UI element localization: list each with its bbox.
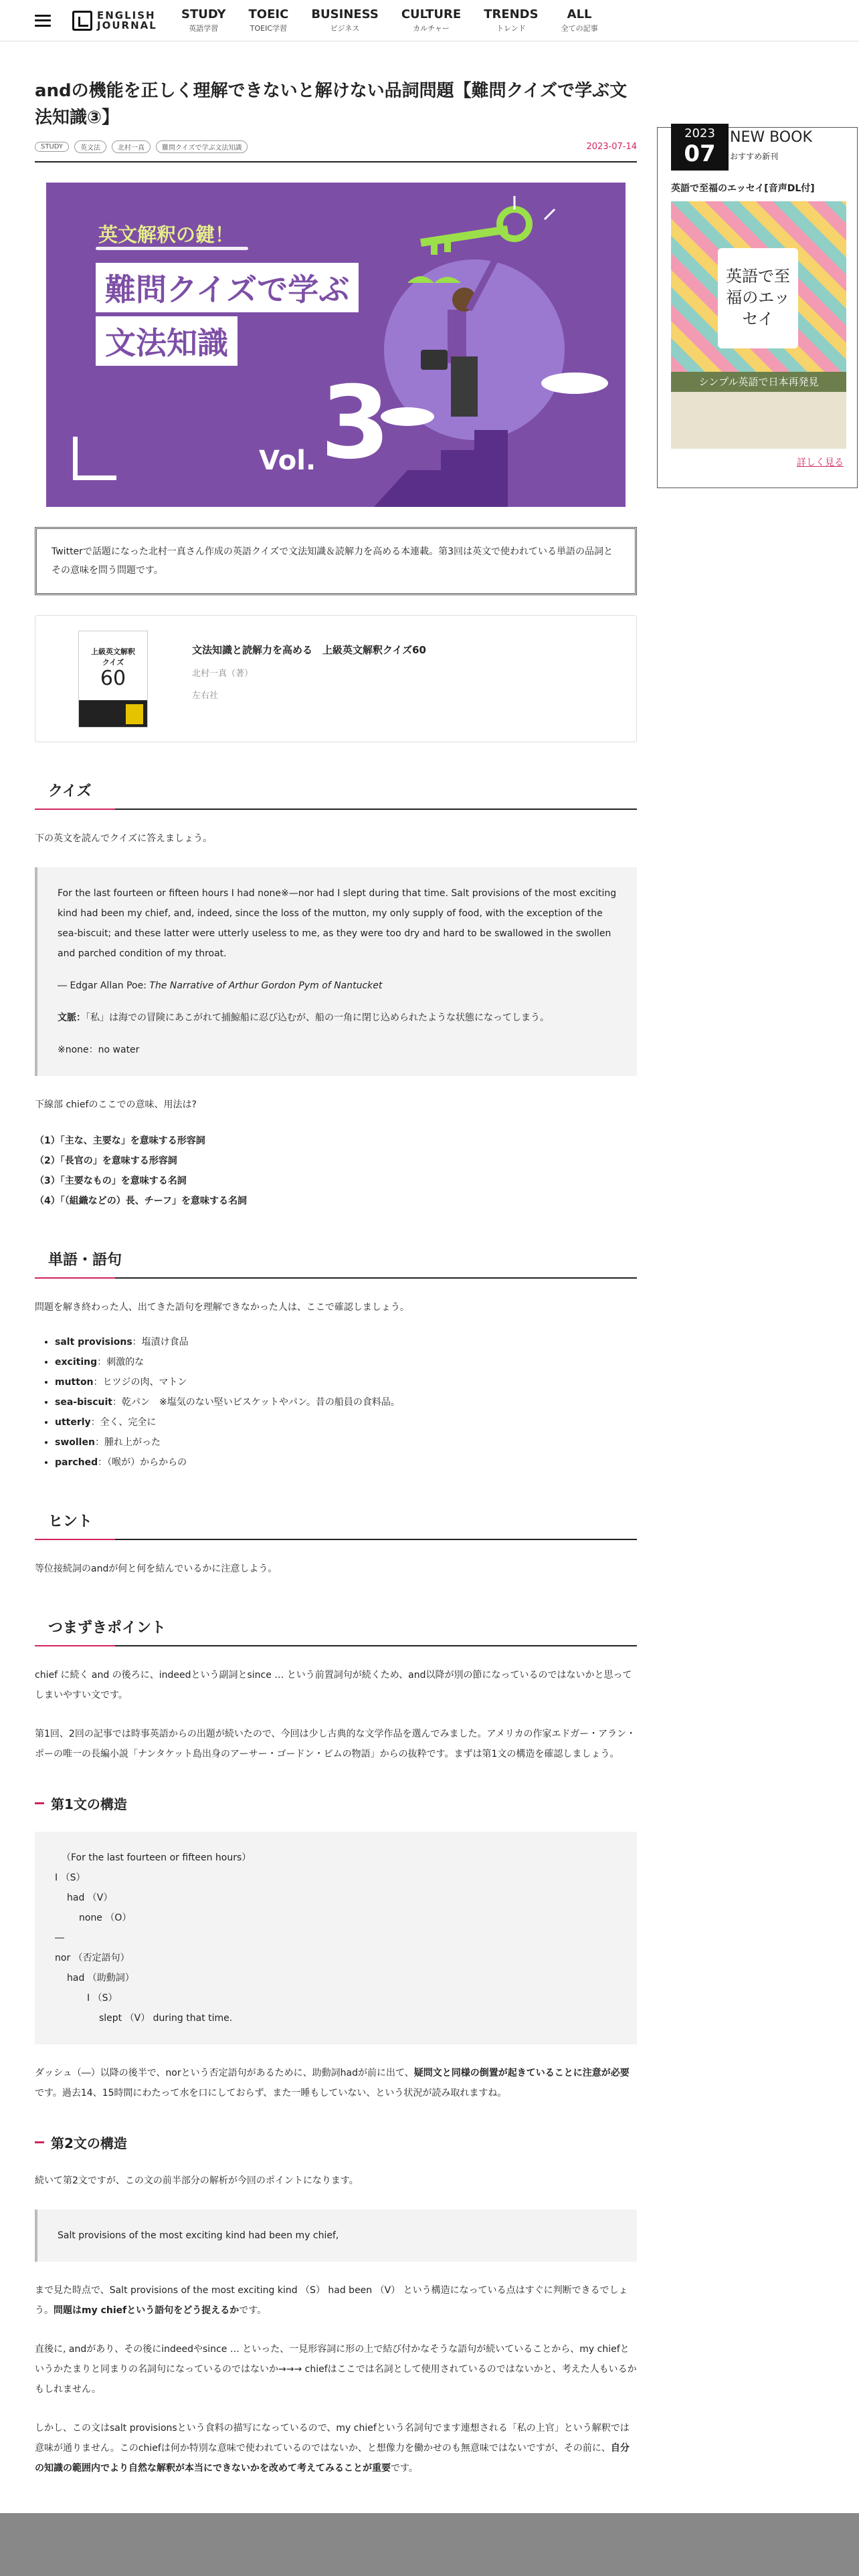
- book-author: 北村一真（著）: [192, 669, 254, 679]
- source-prefix: ― Edgar Allan Poe:: [58, 980, 150, 991]
- sidebar-label: NEW BOOK: [730, 129, 812, 146]
- vocab-item: [55, 1432, 637, 1453]
- book-card[interactable]: [35, 615, 637, 742]
- sidebar-book-cover[interactable]: [671, 201, 846, 449]
- vocab-list: [35, 1332, 637, 1473]
- nav-business[interactable]: [311, 8, 378, 33]
- book-cover-number: 60: [100, 667, 126, 690]
- passage-source: [58, 976, 617, 996]
- structure-box-1: [35, 1832, 637, 2044]
- structure-line: slept （V） during that time.: [99, 2013, 233, 2024]
- vocab-meaning: ：刺激的な: [97, 1357, 145, 1368]
- section-vocab-heading: 単語・語句: [35, 1249, 637, 1279]
- tag-study[interactable]: STUDY: [35, 142, 69, 152]
- sidebar-new-book: [657, 127, 858, 488]
- vocab-item: [55, 1372, 637, 1392]
- hero-kicker: 英文解釈の鍵！: [98, 223, 235, 246]
- quiz-intro: 下の英文を読んでクイズに答えましょう。: [35, 833, 213, 844]
- s2-p3-a: しかし、この文はsalt provisionsという食料の描写になっているので、my chiefという名詞句でます連想される「私の上官」という解釈では意味が通りません。このchiefは何か特別な意味で使われているのではないか、と想像力を働かせのも無意味ではないですが、その前に、: [35, 2423, 630, 2454]
- sidebar-date-badge: [671, 124, 729, 171]
- vocab-word: sea-biscuit: [55, 1397, 112, 1408]
- nav-label: STUDY: [181, 7, 226, 21]
- book-cover-image: [78, 631, 148, 728]
- site-logo[interactable]: [72, 11, 164, 31]
- subsection-s1-heading: 第1文の構造: [35, 1794, 637, 1813]
- quiz-option-4: （4）「（組織などの）長、チーフ」を意味する名詞: [35, 1196, 248, 1206]
- structure-line: ―: [55, 1933, 64, 1943]
- s2-intro: 続いて第2文ですが、この文の前半部分の解析が今回のポイントになります。: [35, 2175, 359, 2186]
- vocab-word: swollen: [55, 1437, 95, 1448]
- bottom-overlay-bar: [0, 2513, 859, 2576]
- passage-box: [35, 867, 637, 1076]
- article-meta: [35, 140, 637, 163]
- context-label: 文脈：: [58, 1012, 86, 1023]
- nav-sublabel: 英語学習: [189, 23, 219, 33]
- s2-paragraph-1: [35, 2280, 637, 2321]
- nav-label: CULTURE: [401, 7, 462, 21]
- article-title: andの機能を正しく理解できないと解けない品詞問題【難問クイズで学ぶ文法知識③】: [35, 81, 628, 128]
- sidebar-cover-title: 英語で至福のエッセイ: [726, 267, 790, 328]
- hero-line1: 難問クイズで学ぶ: [96, 263, 359, 312]
- vocab-meaning: ：（喉が）からからの: [98, 1457, 187, 1468]
- s2-paragraph-2: 直後に, andがあり、その後にindeedやsince … といった、一見形容詞に形の上で結び付かなそうな語句が続いていることから、my chiefというかたまりと同まりの名詞句になっているのではないか→→→ chiefはここでは名詞として使用されているのではないかと、考えた人もいるかもしれません。: [35, 2344, 637, 2395]
- book-title[interactable]: 文法知識と読解力を高める 上級英文解釈クイズ60: [192, 644, 426, 656]
- quiz-option-1: （1）「主な、主要な」を意味する形容詞: [35, 1136, 205, 1146]
- s2-p1-b: 問題はmy chiefという語句をどう捉えるか: [54, 2305, 240, 2316]
- nav-culture[interactable]: [401, 8, 461, 33]
- lead-box: Twitterで話題になった北村一真さん作成の英語クイズで文法知識＆読解力を高める本連載。第3回は英文で使われている単語の品詞とその意味を問う問題です。: [35, 527, 637, 595]
- book-publisher: 左右社: [192, 691, 219, 701]
- hint-text: 等位接続詞のandが何と何を結んでいるかに注意しよう。: [35, 1564, 278, 1574]
- book-info: [192, 643, 426, 742]
- menu-icon[interactable]: [35, 15, 51, 27]
- vocab-intro: 問題を解き終わった人、出てきた語句を理解できなかった人は、ここで確認しましょう。: [35, 1302, 409, 1313]
- nav-sublabel: ビジネス: [330, 23, 360, 33]
- hero-number: 3: [320, 365, 391, 481]
- tag-author[interactable]: 北村一真: [112, 140, 151, 153]
- vocab-item: [55, 1412, 637, 1432]
- vocab-item: [55, 1392, 637, 1412]
- s2-p3-b: 自分の知識の範囲内でより自然な解釈が本当にできないかを改めて考えてみることが重要: [35, 2443, 630, 2474]
- vocab-word: salt provisions: [55, 1337, 132, 1348]
- nav-label: TOEIC: [248, 7, 289, 21]
- book-cover-title: 上級英文解釈: [91, 647, 135, 656]
- site-header: [0, 0, 859, 41]
- vocab-word: mutton: [55, 1377, 94, 1388]
- article-date: 2023-07-14: [586, 142, 637, 152]
- vocab-meaning: ：全く、完全に: [90, 1417, 157, 1428]
- sidebar-book-title[interactable]: 英語で至福のエッセイ[音声DL付]: [671, 183, 815, 194]
- structure-line: none （O）: [79, 1913, 132, 1923]
- context-body: 「私」は海での冒険にあこがれて捕鯨船に忍び込むが、船の一角に閉じ込められたような状態になってしまう。: [86, 1012, 549, 1023]
- vocab-word: parched: [55, 1457, 98, 1468]
- s2-quote-box: Salt provisions of the most exciting kind had been my chief,: [35, 2210, 637, 2262]
- section-hint-heading: ヒント: [35, 1510, 637, 1540]
- nav-trends[interactable]: [484, 8, 538, 33]
- vocab-word: exciting: [55, 1357, 98, 1368]
- tag-series[interactable]: 難問クイズで学ぶ文法知識: [156, 140, 248, 153]
- nav-label: ALL: [567, 7, 592, 21]
- hero-image: [46, 183, 626, 507]
- vocab-item: [55, 1332, 637, 1352]
- nav-all[interactable]: [561, 8, 598, 33]
- quiz-option-3: （3）「主要なもの」を意味する名詞: [35, 1176, 187, 1186]
- passage-note: ※none：no water: [58, 1045, 140, 1055]
- sidebar-more-link[interactable]: 詳しく見る: [797, 457, 844, 468]
- hero-corner-mark: [73, 437, 116, 480]
- vocab-item: [55, 1352, 637, 1372]
- s2-p1-a: まで見た時点で、Salt provisions of the most exciting kind （S） had been （V） という構造になっている点はすぐに判断できるでしょう。: [35, 2285, 628, 2316]
- vocab-meaning: ：塩漬け食品: [132, 1337, 189, 1348]
- logo-text: ENGLISH JOURNAL: [97, 9, 157, 31]
- s1-explanation-c: です。過去14、15時間にわたって水を口にしておらず、また一睡もしていない、という状況が読み取れますね。: [35, 2088, 507, 2099]
- nav-sublabel: 全ての記事: [561, 23, 598, 33]
- vocab-item: [55, 1453, 637, 1473]
- hero-kicker-underline: [96, 247, 248, 250]
- nav-toeic[interactable]: [249, 8, 289, 33]
- vocab-meaning: ：腫れ上がった: [94, 1437, 161, 1448]
- quiz-question: 下線部 chiefのここでの意味、用法は?: [35, 1099, 197, 1110]
- nav-sublabel: TOEIC学習: [250, 23, 288, 33]
- point-paragraph-2: 第1回、2回の記事では時事英語からの出題が続いたので、今回は少し古典的な文学作品を選んでみました。アメリカの作家エドガー・アラン・ポーの唯一の長編小説「ナンタケット島出身のアーサー・ゴードン・ピムの物語」からの抜粋です。まずは第1文の構造を確認しましょう。: [35, 1729, 636, 1759]
- s1-explanation: [35, 2063, 637, 2103]
- structure-line: nor （否定語句）: [55, 1953, 130, 1963]
- logo-mark-icon: [72, 11, 92, 31]
- nav-label: BUSINESS: [311, 7, 379, 21]
- vocab-meaning: ：乾パン ※塩気のない堅いビスケットやパン。昔の船員の食料品。: [112, 1397, 400, 1408]
- nav-sublabel: カルチャー: [413, 23, 450, 33]
- structure-line: （For the last fourteen or fifteen hours）: [62, 1852, 252, 1863]
- book-cover-subtitle: クイズ: [102, 658, 124, 667]
- sidebar-day: 07: [684, 140, 716, 167]
- context-text: [58, 1008, 617, 1028]
- vocab-meaning: ：ヒツジの肉、マトン: [93, 1377, 187, 1388]
- structure-line: I （S）: [55, 1872, 86, 1883]
- section-quiz-heading: クイズ: [35, 780, 637, 810]
- sidebar-sublabel: おすすめ新刊: [730, 152, 779, 161]
- hero-line2: 文法知識: [96, 316, 237, 366]
- source-title: The Narrative of Arthur Gordon Pym of Nantucket: [149, 980, 383, 991]
- nav-study[interactable]: [181, 8, 226, 33]
- nav-label: TRENDS: [484, 7, 539, 21]
- s2-p1-c: です。: [239, 2305, 267, 2316]
- hero-vol: Vol.: [259, 445, 316, 476]
- structure-line: had （助動詞）: [67, 1973, 134, 1983]
- s1-explanation-b: 疑問文と同様の倒置が起きていることに注意が必要: [413, 2068, 630, 2078]
- sidebar-year: 2023: [684, 126, 715, 140]
- structure-line: I （S）: [87, 1993, 118, 2004]
- structure-line: had （V）: [67, 1893, 113, 1903]
- nav-sublabel: トレンド: [496, 23, 526, 33]
- section-point-heading: つまずきポイント: [35, 1616, 637, 1646]
- main-nav: [181, 8, 621, 33]
- s2-p3-c: です。: [391, 2463, 418, 2474]
- s2-paragraph-3: [35, 2418, 637, 2478]
- point-paragraph-1: chief に続く and の後ろに、indeedという副詞とsince … という前置詞句が続くため、and以降が別の節になっているのではないかと思ってしまいやすい文です。: [35, 1670, 632, 1701]
- article-main: [35, 53, 637, 2478]
- subsection-s2-heading: 第2文の構造: [35, 2133, 637, 2152]
- book-cover-accent: [126, 704, 143, 724]
- passage-text: For the last fourteen or fifteen hours I had none※—nor had I slept during that time. Salt provisions of the most exciting kind had been my chief, and, indeed, since the loss of the mutton, my only supply of food, with the exception of the sea-biscuit; and these latter were utterly useless to me, as they were too dry and hard to be swallowed in the swollen and parched condition of my throat.: [58, 888, 617, 959]
- quiz-options: [35, 1131, 637, 1211]
- sidebar-cover-bottom: [671, 392, 846, 449]
- vocab-word: utterly: [55, 1417, 91, 1428]
- tag-grammar[interactable]: 英文法: [74, 140, 106, 153]
- quiz-option-2: （2）「長官の」を意味する形容詞: [35, 1156, 177, 1166]
- sidebar-cover-band: シンプル英語で日本再発見: [671, 372, 846, 392]
- s1-explanation-a: ダッシュ（―）以降の後半で、norという否定語句があるために、助動詞hadが前に出て、: [35, 2068, 414, 2078]
